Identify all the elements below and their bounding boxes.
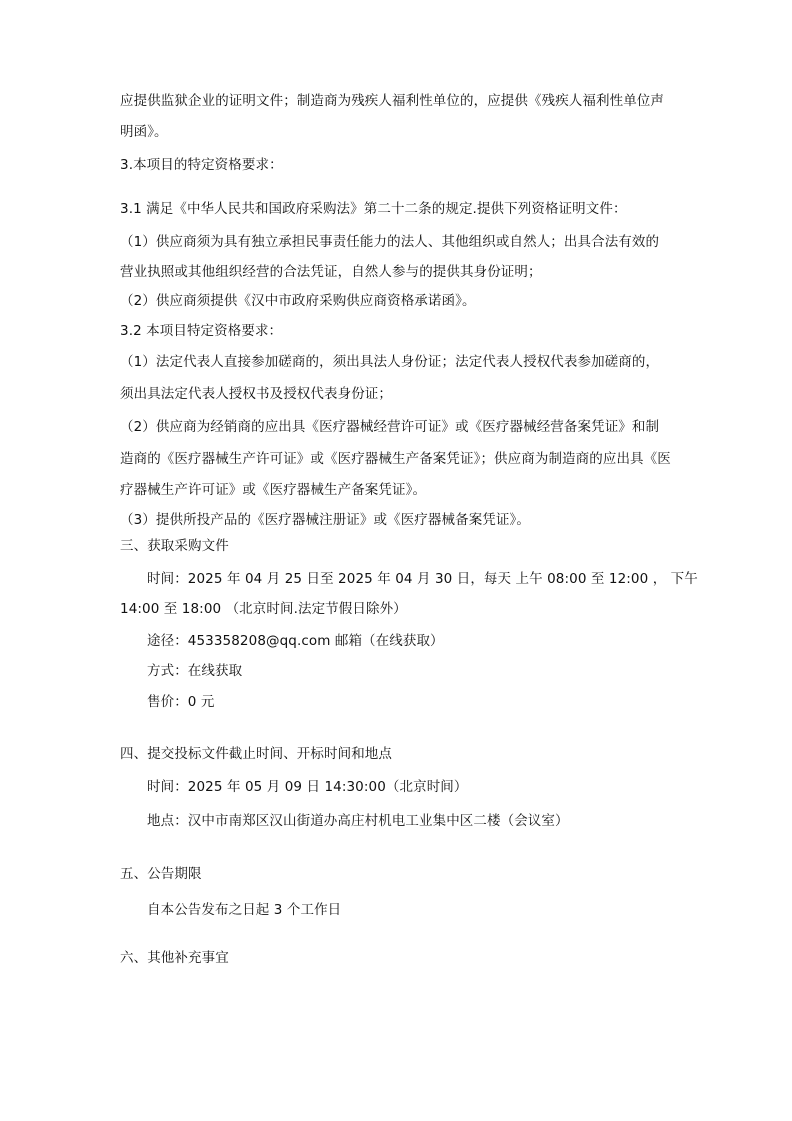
section-heading: 四、提交投标文件截止时间、开标时间和地点	[120, 746, 392, 762]
text-line: 自本公告发布之日起 3 个工作日	[147, 902, 342, 918]
section-heading: 3.本项目的特定资格要求：	[120, 157, 283, 173]
text-line: 疗器械生产许可证》或《医疗器械生产备案凭证》。	[120, 482, 427, 498]
text-line: 造商的《医疗器械生产许可证》或《医疗器械生产备案凭证》；供应商为制造商的应出具《医	[120, 451, 671, 467]
text-line: （1）法定代表人直接参加磋商的，须出具法人身份证；法定代表人授权代表参加磋商的，	[120, 354, 660, 370]
text-line: 时间：2025 年 05 月 09 日 14:30:00（北京时间）	[147, 779, 468, 795]
text-line: 时间：2025 年 04 月 25 日至 2025 年 04 月 30 日，每天 上午 08:00 至 12:00 ， 下午	[147, 571, 698, 587]
text-line: 方式：在线获取	[147, 663, 243, 679]
section-heading: 六、其他补充事宜	[120, 950, 229, 966]
section-heading: 三、获取采购文件	[120, 538, 229, 554]
text-line: 3.1 满足《中华人民共和国政府采购法》第二十二条的规定.提供下列资格证明文件：	[120, 201, 627, 217]
text-line: （2）供应商为经销商的应出具《医疗器械经营许可证》或《医疗器械经营备案凭证》和制	[120, 419, 660, 435]
text-line: 明函》。	[120, 124, 168, 140]
text-line: 售价：0 元	[147, 694, 215, 710]
text-line: 营业执照或其他组织经营的合法凭证，自然人参与的提供其身份证明；	[120, 264, 542, 280]
section-heading: 3.2 本项目特定资格要求：	[120, 323, 283, 339]
text-line: 14:00 至 18:00 （北京时间.法定节假日除外）	[120, 601, 407, 617]
text-line: 须出具法定代表人授权书及授权代表身份证；	[120, 386, 392, 402]
text-line: 途径：453358208@qq.com 邮箱（在线获取）	[147, 633, 444, 649]
text-line: 地点：汉中市南郑区汉山街道办高庄村机电工业集中区二楼（会议室）	[147, 813, 569, 829]
section-heading: 五、公告期限	[120, 866, 202, 882]
text-line: （2）供应商须提供《汉中市政府采购供应商资格承诺函》。	[120, 293, 476, 309]
text-line: （3）提供所投产品的《医疗器械注册证》或《医疗器械备案凭证》。	[120, 512, 530, 528]
text-line: 应提供监狱企业的证明文件；制造商为残疾人福利性单位的，应提供《残疾人福利性单位声	[120, 93, 664, 109]
text-line: （1）供应商须为具有独立承担民事责任能力的法人、其他组织或自然人；出具合法有效的	[120, 234, 660, 250]
